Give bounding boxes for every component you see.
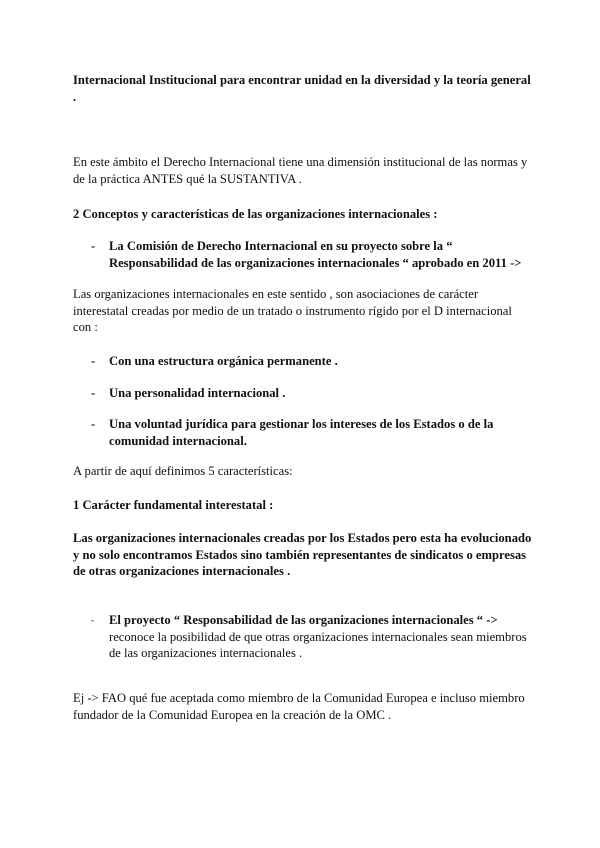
- paragraph-organizations-evolution: Las organizaciones internacionales creadas por los Estados pero esta ha evolucionado y no solo encontramos Estados sino también representantes de sindicatos o empresas de otras organizaciones internacionales .: [73, 531, 532, 578]
- paragraph-five-characteristics: A partir de aquí definimos 5 características:: [73, 464, 293, 478]
- list-item-text: Una voluntad jurídica para gestionar los intereses de los Estados o de la comunidad internacional.: [109, 417, 494, 448]
- paragraph-definition: Las organizaciones internacionales en este sentido , son asociaciones de carácter interestatal creadas por medio de un tratado o instrumento rígido por el D internacional con :: [73, 287, 512, 334]
- dash-bullet: -: [91, 239, 96, 253]
- small-dash-bullet: -: [91, 615, 94, 625]
- list-item-text: La Comisión de Derecho Internacional en su proyecto sobre la “ Responsabilidad de las organizaciones internacionales “ aprobado en 2011 ->: [109, 239, 522, 270]
- list-item-proyecto: [73, 612, 533, 662]
- section-2-title: 2 Conceptos y características de las organizaciones internacionales :: [73, 207, 438, 221]
- project-regular-text: reconoce la posibilidad de que otras organizaciones internacionales sean miembros de las organizaciones internacionales .: [109, 629, 527, 660]
- dash-bullet: -: [91, 417, 96, 431]
- list-item: [73, 353, 533, 370]
- subsection-1-title: 1 Carácter fundamental interestatal :: [73, 498, 274, 512]
- project-bold-text: El proyecto “ Responsabilidad de las organizaciones internacionales “ ->: [109, 613, 498, 627]
- list-item: [73, 416, 533, 450]
- list-item-text: Una personalidad internacional .: [109, 386, 286, 400]
- dash-bullet: -: [91, 386, 96, 400]
- paragraph-fao-example: Ej -> FAO qué fue aceptada como miembro de la Comunidad Europea e incluso miembro fundador de la Comunidad Europea en la creación de la OMC .: [73, 691, 525, 722]
- dash-bullet: -: [91, 354, 96, 368]
- list-item: [73, 385, 533, 402]
- list-item-comision: [73, 238, 533, 272]
- document-heading: Internacional Institucional para encontrar unidad en la diversidad y la teoría general .: [73, 73, 531, 104]
- list-item-text: Con una estructura orgánica permanente .: [109, 354, 338, 368]
- paragraph-institutional-dimension: En este ámbito el Derecho Internacional tiene una dimensión institucional de las normas y de la práctica ANTES qué la SUSTANTIVA .: [73, 155, 528, 186]
- list-item-text: [109, 612, 529, 662]
